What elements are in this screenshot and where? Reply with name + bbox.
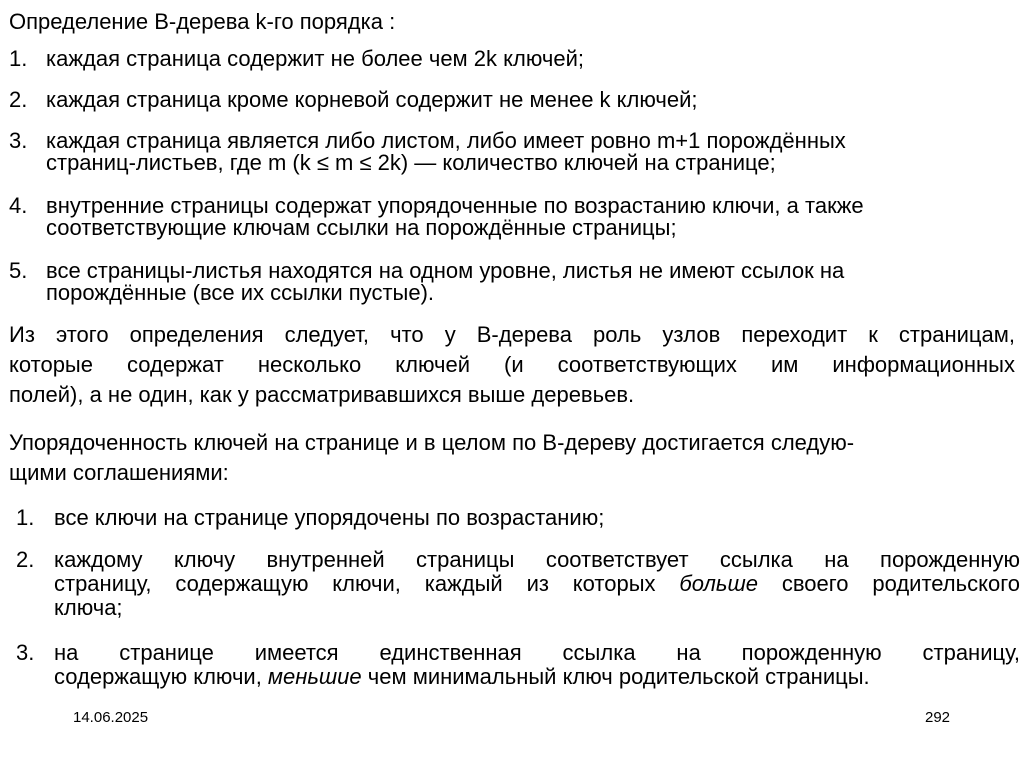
rule-number: 3. <box>16 640 35 665</box>
rule-number: 1. <box>16 505 35 530</box>
definition-text: каждая страница содержит не более чем 2k ключей; <box>46 46 584 71</box>
paragraph-line: Из этого определения следует, что у B-дерева роль узлов переходит к страницам, <box>9 322 1015 347</box>
paragraph-line: Упорядоченность ключей на странице и в целом по B-дереву достигается следую- <box>9 430 855 455</box>
emphasis-text: меньшие <box>267 664 362 689</box>
definition-number: 4. <box>9 193 28 218</box>
rule-text-part: страницу, содержащую ключи, каждый из которых <box>54 571 680 596</box>
definition-number: 3. <box>9 128 28 153</box>
rule-text <box>54 571 1020 597</box>
footer-date: 14.06.2025 <box>73 709 149 726</box>
rule-text-part: чем минимальный ключ родительской страницы. <box>361 664 870 689</box>
slide-title: Определение В-дерева k-го порядка : <box>9 9 396 34</box>
rule-text: на странице имеется единственная ссылка на порожденную страницу, <box>54 640 1020 665</box>
rule-text: ключа; <box>54 595 123 620</box>
definition-text: каждая страница кроме корневой содержит не менее k ключей; <box>46 87 698 112</box>
definition-text: все страницы-листья находятся на одном уровне, листья не имеют ссылок на <box>46 258 845 283</box>
paragraph-line: полей), а не один, как у рассматривавшихся выше деревьев. <box>9 382 635 407</box>
emphasis-text: больше <box>679 571 758 596</box>
definition-number: 2. <box>9 87 28 112</box>
rule-text-part: своего родительского <box>757 571 1020 596</box>
rule-text-part: содержащую ключи, <box>54 664 268 689</box>
rule-text: все ключи на странице упорядочены по возрастанию; <box>54 505 605 530</box>
rule-number: 2. <box>16 547 35 572</box>
paragraph-line: которые содержат несколько ключей (и соответствующих им информационных <box>9 352 1015 377</box>
definition-number: 5. <box>9 258 28 283</box>
definition-text: каждая страница является либо листом, либо имеет ровно m+1 порождённых <box>46 128 846 153</box>
rule-text: каждому ключу внутренней страницы соответствует ссылка на порожденную <box>54 547 1020 572</box>
paragraph-line: щими соглашениями: <box>9 460 229 485</box>
page-number: 292 <box>925 709 951 726</box>
definition-text: порождённые (все их ссылки пустые). <box>46 280 435 305</box>
definition-text: внутренние страницы содержат упорядоченные по возрастанию ключи, а также <box>46 193 864 218</box>
definition-number: 1. <box>9 46 28 71</box>
rule-text <box>54 664 870 689</box>
definition-text: страниц-листьев, где m (k ≤ m ≤ 2k) — количество ключей на странице; <box>46 150 776 175</box>
definition-text: соответствующие ключам ссылки на порождённые страницы; <box>46 215 677 240</box>
